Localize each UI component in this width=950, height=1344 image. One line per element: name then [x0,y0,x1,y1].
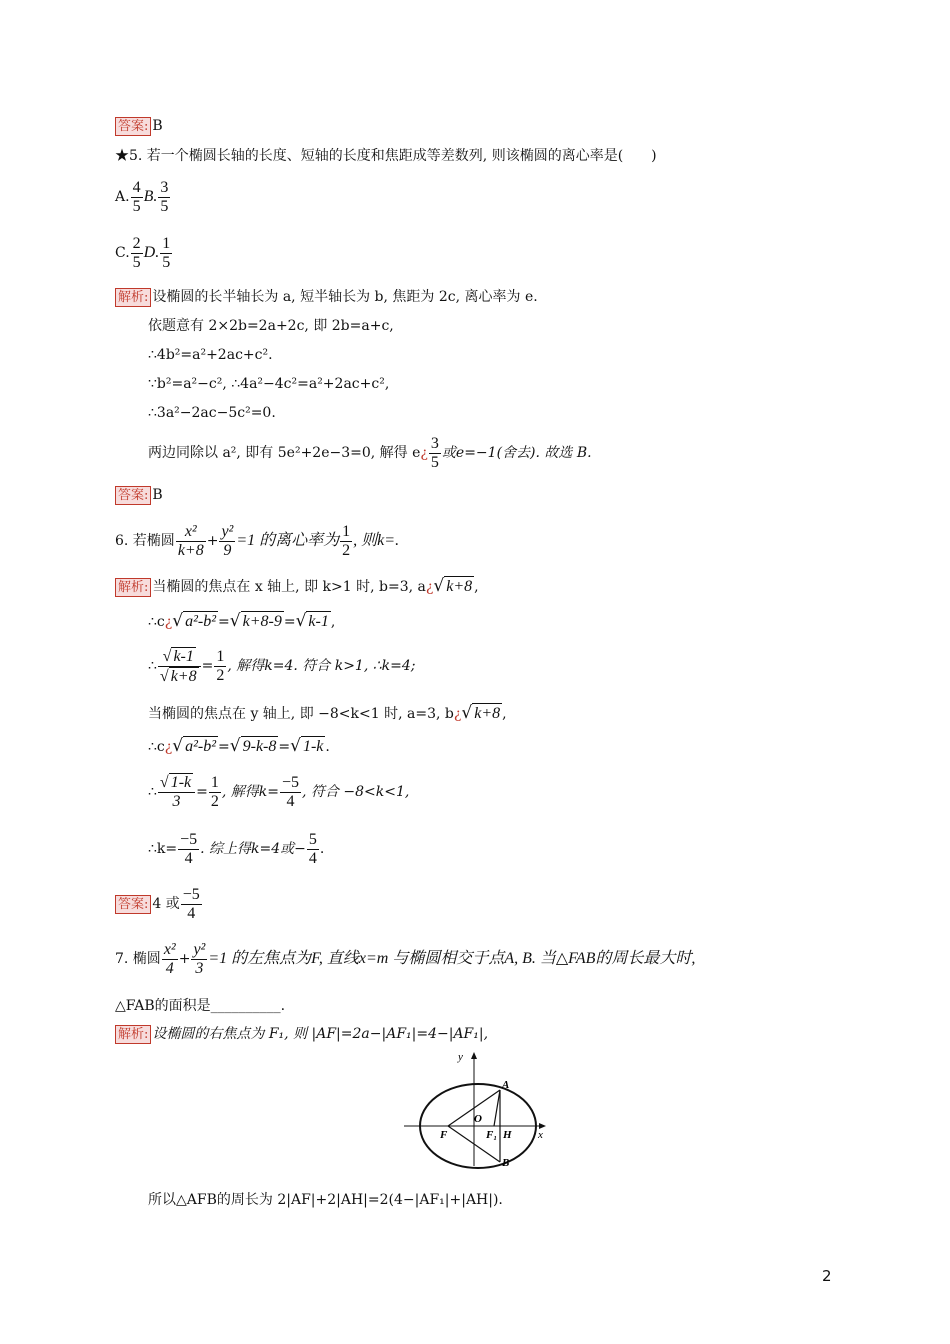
root-3: k-1 [308,613,329,630]
page-number: 2 [822,1267,832,1285]
l1-text: 当椭圆的焦点在 x 轴上, 即 k>1 时, b=3, a [152,579,426,595]
ellipse-figure [400,1048,552,1170]
x-fraction: $\frac{\text{x²}}{k+8}$ [177,522,204,559]
error-glyph: ¿ [453,706,462,722]
root-1: a²-b² [185,738,217,755]
q6-analysis-line4: 当椭圆的焦点在 y 轴上, 即 −8<k<1 时, a=3, b¿√ k+8 , [148,703,507,723]
root-2: k+8-9 [242,613,282,630]
answer-value: B [152,118,163,134]
q5-analysis-line6 [148,432,592,474]
l2-text: ∴c [148,614,165,630]
q5-analysis-line4: ∵b²=a²−c², ∴4a²−4c²=a²+2ac+c², [148,376,390,392]
q5-analysis-line2: 依题意有 2×2b=2a+2c, 即 2b=a+c, [148,318,394,334]
q6-stem: 6. 若椭圆 $\frac{\text{x²}}{k+8}$ + $\frac{\text{y²}}{9}$ =1 的离心率为 $\frac{1}{2}$ , 则k=. [115,522,400,559]
error-glyph: ¿ [420,445,428,461]
analysis-text: 设椭圆的右焦点为 F₁, 则 |AF|=2a−|AF₁|=4−|AF₁|, [152,1026,489,1042]
answer-label: 答案: [115,486,151,505]
l7-text: ∴k= [148,841,178,857]
point-f-label: F [440,1129,448,1141]
equals: = [218,614,230,630]
option-d-fraction: $\frac{1}{5}$ [162,234,171,271]
segment-f1a [494,1090,500,1126]
analysis-text: 设椭圆的长半轴长为 a, 短半轴长为 b, 焦距为 2c, 离心率为 e. [152,289,538,305]
l6-text: ∴ [148,784,157,800]
option-d-label: D. [143,244,160,261]
half-fraction: $\frac{1}{2}$ [216,647,225,684]
l3-tail: , 解得k=4. 符合 k>1, ∴k=4; [227,658,416,674]
option-b-label: B. [143,188,158,205]
q6-analysis-line7 [148,826,324,872]
q7-stem: 7. 椭圆 $\frac{\text{x²}}{4}$ + $\frac{\text{y²}}{3}$ =1 的左焦点为F, 直线x=m 与椭圆相交于点A, B. 当△FAB的周长最大时, [115,940,696,977]
q5-analysis-line1 [115,287,538,307]
analysis-label: 解析: [115,288,151,307]
root-2: 9-k-8 [242,738,277,755]
origin-label: O [474,1113,482,1125]
point-a-label: A [502,1079,510,1091]
q6-analysis-line1: 解析: 当椭圆的焦点在 x 轴上, 即 k>1 时, b=3, a¿√ k+8 , [115,576,479,597]
l7-text-b: . 综上得k=4或− [200,841,306,857]
stem-text-a: 6. 若椭圆 [115,533,175,549]
stem-text-a: 7. 椭圆 [115,951,161,967]
answer-value: B [152,487,163,503]
q6-analysis-line3: ∴ $\frac{√ k-1}{√ k+8}$ = $\frac{1}{2}$ , 解得k=4. 符合 k>1, ∴k=4; [148,647,416,685]
q4-answer-line [115,116,163,136]
line6-text-a: 两边同除以 a², 即有 5e²+2e−3=0, 解得 e [148,445,421,461]
q7-analysis-line2: 所以△AFB的周长为 2|AF|+2|AH|=2(4−|AF₁|+|AH|). [148,1192,503,1208]
x-fraction: $\frac{\text{x²}}{4}$ [163,940,176,977]
k-fraction: $\frac{-5}{4}$ [180,830,198,867]
l4-text: 当椭圆的焦点在 y 轴上, 即 −8<k<1 时, a=3, b [148,706,454,722]
q6-answer-line [115,882,203,926]
q7-analysis-line1 [115,1024,488,1044]
answer-label: 答案: [115,895,151,914]
stem-text-b: =1 的左焦点为F, 直线x=m 与椭圆相交于点A, B. 当△FAB的周长最大时, [208,950,696,967]
analysis-label: 解析: [115,1025,151,1044]
point-f1-label: F₁ [486,1129,498,1141]
line6-text-b: 或e=−1(舍去). 故选 B. [441,445,592,461]
stem-text-c: , 则k=. [353,532,400,549]
q6-analysis-line6: ∴ $\frac{√ 1-k}{3}$ = $\frac{1}{2}$ , 解得k= $\frac{-5}{4}$ , 符合 −8<k<1, [148,773,410,810]
answer-fraction: $\frac{-5}{4}$ [182,885,200,922]
ratio-fraction: $\frac{√ k-1}{√ k+8}$ [158,647,201,686]
point-b-label: B [502,1157,510,1169]
error-glyph: ¿ [164,614,173,630]
root-1: a²-b² [185,613,217,630]
ratio-fraction: $\frac{√ 1-k}{3}$ [158,773,195,811]
answer-value: 4 或 [152,896,180,912]
l2-tail: , [330,614,336,630]
half-fraction: $\frac{1}{2}$ [342,522,351,559]
q5-options-cd [115,232,173,274]
q5-analysis-line5: ∴3a²−2ac−5c²=0. [148,405,276,421]
q6-analysis-line5: ∴c¿√ a²-b² =√ 9-k-8 =√ 1-k . [148,736,330,756]
l7-tail: . [319,841,325,857]
option-b-fraction: $\frac{3}{5}$ [160,178,169,215]
root-expression: k+8 [474,705,501,722]
error-glyph: ¿ [164,739,173,755]
k-fraction-2: $\frac{5}{4}$ [308,830,317,867]
q6-analysis-line2: ∴c¿√ a²-b² =√ k+8-9 =√ k-1 , [148,611,336,631]
q7-stem-line2: △FAB的面积是__________. [115,998,286,1014]
l6-tail: , 符合 −8<k<1, [302,784,410,800]
q5-stem: ★5. 若一个椭圆长轴的长度、短轴的长度和焦距成等差数列, 则该椭圆的离心率是( ) [115,148,657,164]
y-axis-arrow [471,1052,477,1059]
l5-text: ∴c [148,739,165,755]
l1-tail: , [474,579,479,595]
answer-label: 答案: [115,117,151,136]
l5-tail: . [325,739,330,755]
q5-analysis-line3: ∴4b²=a²+2ac+c². [148,347,273,363]
l4-tail: , [502,706,507,722]
l6-text-b: , 解得k= [221,784,279,800]
k-fraction: $\frac{-5}{4}$ [282,773,300,810]
option-c-fraction: $\frac{2}{5}$ [132,234,141,271]
point-h-label: H [503,1129,512,1141]
y-label: y [458,1051,463,1063]
option-a-label: A. [115,189,130,205]
half-fraction: $\frac{1}{2}$ [210,773,219,810]
option-c-label: C. [115,245,130,261]
x-label: x [538,1129,543,1141]
option-a-fraction: $\frac{4}{5}$ [132,178,141,215]
analysis-label: 解析: [115,578,151,597]
stem-text-b: =1 的离心率为 [236,532,340,549]
e-fraction: $\frac{3}{5}$ [430,434,439,471]
l3-text: ∴ [148,658,157,674]
y-fraction: $\frac{\text{y²}}{3}$ [193,940,206,977]
root-expression: k+8 [446,578,473,595]
error-glyph: ¿ [425,579,434,595]
q5-answer-line [115,485,163,505]
root-3: 1-k [302,738,324,755]
q5-options-ab [115,176,171,218]
y-fraction: $\frac{\text{y²}}{9}$ [221,522,234,559]
